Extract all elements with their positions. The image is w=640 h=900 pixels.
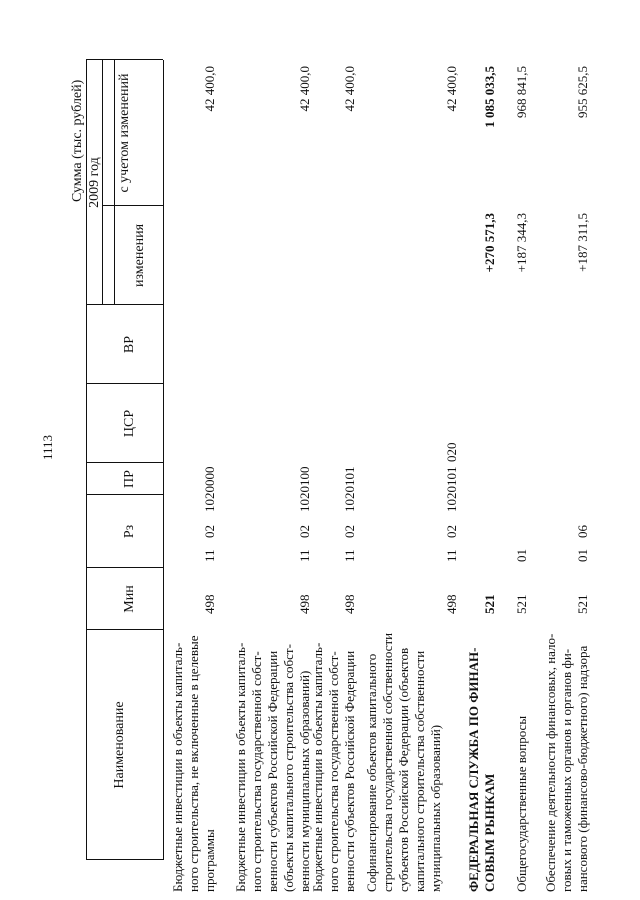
header-vr: ВР xyxy=(122,335,137,354)
row-name: Обеспечение деятельности финансовых, нало-говых и таможенных органов и органов фи-нансового (финансово-бюджетного) надзора xyxy=(543,633,590,892)
row-name: Общегосударственные вопросы xyxy=(514,715,529,892)
row-name: Бюджетные инвестиции в объекты капиталь-ного строительства, не включенные в целевые программы xyxy=(170,635,217,892)
header-with-changes: с учетом изменений xyxy=(117,73,132,193)
row-total: 42 400,0 xyxy=(297,66,312,112)
row-total: 968 841,5 xyxy=(514,66,529,118)
header-rz: Рз xyxy=(122,524,137,539)
row-total: 42 400,0 xyxy=(202,66,217,112)
row-pr: 02 xyxy=(342,525,357,538)
header-year: 2009 год xyxy=(87,157,102,208)
row-pr: 02 xyxy=(297,525,312,538)
header-changes: изменения xyxy=(132,223,147,288)
header-pr: ПР xyxy=(122,470,137,488)
row-csr: 1020101 xyxy=(444,466,459,512)
row-min: 498 xyxy=(202,594,217,614)
header-bottom-rule xyxy=(163,60,164,860)
row-total: 42 400,0 xyxy=(444,66,459,112)
row-pr: 02 xyxy=(202,525,217,538)
header-min: Мин xyxy=(122,585,137,613)
row-pr: 06 xyxy=(575,525,590,538)
header-csr: ЦСР xyxy=(122,409,137,438)
row-min: 521 xyxy=(575,594,590,614)
row-rz: 01 xyxy=(575,549,590,562)
row-change: +270 571,3 xyxy=(482,213,497,273)
row-name: Софинансирование объектов капитального строительства государственной собственности субъектов Российской Федерации (объектов капитального строительства собственности муниципальных образований) xyxy=(364,632,443,892)
subheader-rule xyxy=(114,60,115,305)
row-min: 521 xyxy=(514,594,529,614)
row-vr: 020 xyxy=(444,442,459,462)
row-total: 955 625,5 xyxy=(575,66,590,118)
page-number: 1113 xyxy=(40,434,55,460)
header-name: Наименование xyxy=(112,701,127,789)
row-total: 42 400,0 xyxy=(342,66,357,112)
row-csr: 1020101 xyxy=(342,466,357,512)
row-min: 498 xyxy=(342,594,357,614)
row-min: 498 xyxy=(297,594,312,614)
row-pr: 02 xyxy=(444,525,459,538)
row-rz: 11 xyxy=(202,549,217,562)
row-change: +187 344,3 xyxy=(514,213,529,273)
row-name: ФЕДЕРАЛЬНАЯ СЛУЖБА ПО ФИНАН-СОВЫМ РЫНКАМ xyxy=(466,647,497,892)
row-change: +187 311,5 xyxy=(575,213,590,272)
row-csr: 1020000 xyxy=(202,466,217,512)
row-rz: 11 xyxy=(444,549,459,562)
units-caption: Сумма (тыс. рублей) xyxy=(70,79,85,202)
row-csr: 1020100 xyxy=(297,466,312,512)
row-total: 1 085 033,5 xyxy=(482,66,497,128)
row-name: Бюджетные инвестиции в объекты капиталь-ного строительства государственной собст-венности субъектов Российской Федерации xyxy=(310,642,357,892)
row-min: 498 xyxy=(444,594,459,614)
row-rz: 11 xyxy=(342,549,357,562)
row-name: Бюджетные инвестиции в объекты капиталь-ного строительства государственной собст-венности субъектов Российской Федерации (объекты капитального строительства собст-венности муниципальных образований) xyxy=(233,642,312,892)
row-rz: 11 xyxy=(297,549,312,562)
row-rz: 01 xyxy=(514,549,529,562)
row-min: 521 xyxy=(482,594,497,614)
